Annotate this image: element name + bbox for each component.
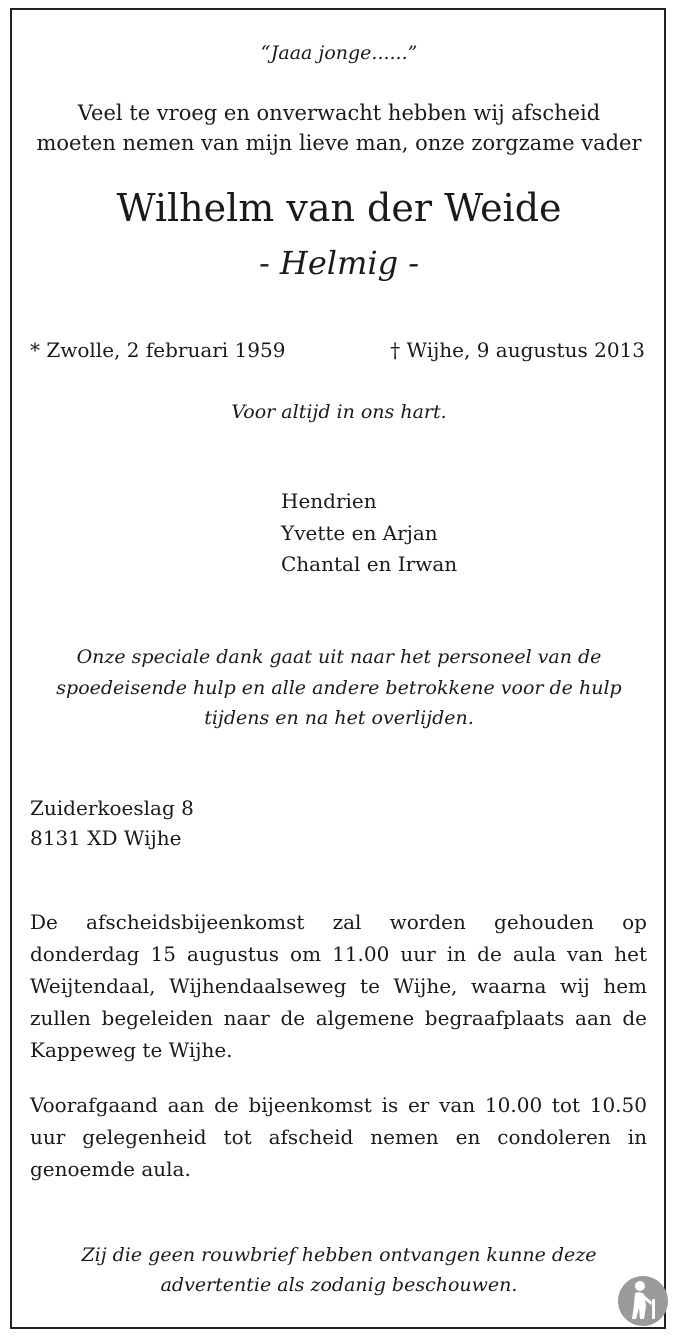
mourning-figure-icon — [617, 1275, 669, 1327]
family-member: Yvette en Arjan — [281, 521, 438, 545]
thanks-line: Onze speciale dank gaat uit naar het personeel van de — [76, 646, 602, 668]
motto: Voor altijd in ons hart. — [231, 401, 447, 423]
intro-line-1: Veel te vroeg en onverwacht hebben wij afscheid — [77, 101, 601, 125]
deceased-nickname: - Helmig - — [258, 244, 420, 282]
thanks-line: spoedeisende hulp en alle andere betrokkene voor de hulp — [56, 677, 622, 699]
family-member: Chantal en Irwan — [281, 552, 458, 576]
opening-quote: “Jaaa jonge......” — [260, 42, 418, 64]
address-city: 8131 XD Wijhe — [30, 826, 182, 850]
intro-line-2: moeten nemen van mijn lieve man, onze zorgzame vader — [36, 131, 642, 155]
viewing-text: Voorafgaand aan de bijeenkomst is er van 10.00 tot 10.50 uur gelegenheid tot afscheid nemen en condoleren in genoemde aula. — [30, 1093, 647, 1181]
deceased-name: Wilhelm van der Weide — [116, 186, 562, 230]
address-street: Zuiderkoeslag 8 — [30, 796, 194, 820]
closing-line: advertentie als zodanig beschouwen. — [160, 1274, 518, 1296]
death-date: † Wijhe, 9 augustus 2013 — [390, 338, 645, 362]
thanks-line: tijdens en na het overlijden. — [204, 707, 474, 729]
ceremony-text: De afscheidsbijeenkomst zal worden gehouden op donderdag 15 augustus om 11.00 uur in de aula van het Weijtendaal, Wijhendaalseweg te Wijhe, waarna wij hem zullen begeleiden naar de algemene begraafplaats aan de Kappeweg te Wijhe. — [30, 910, 647, 1062]
birth-date: * Zwolle, 2 februari 1959 — [30, 338, 286, 362]
family-member: Hendrien — [281, 489, 377, 513]
closing-line: Zij die geen rouwbrief hebben ontvangen kunne deze — [81, 1244, 597, 1266]
